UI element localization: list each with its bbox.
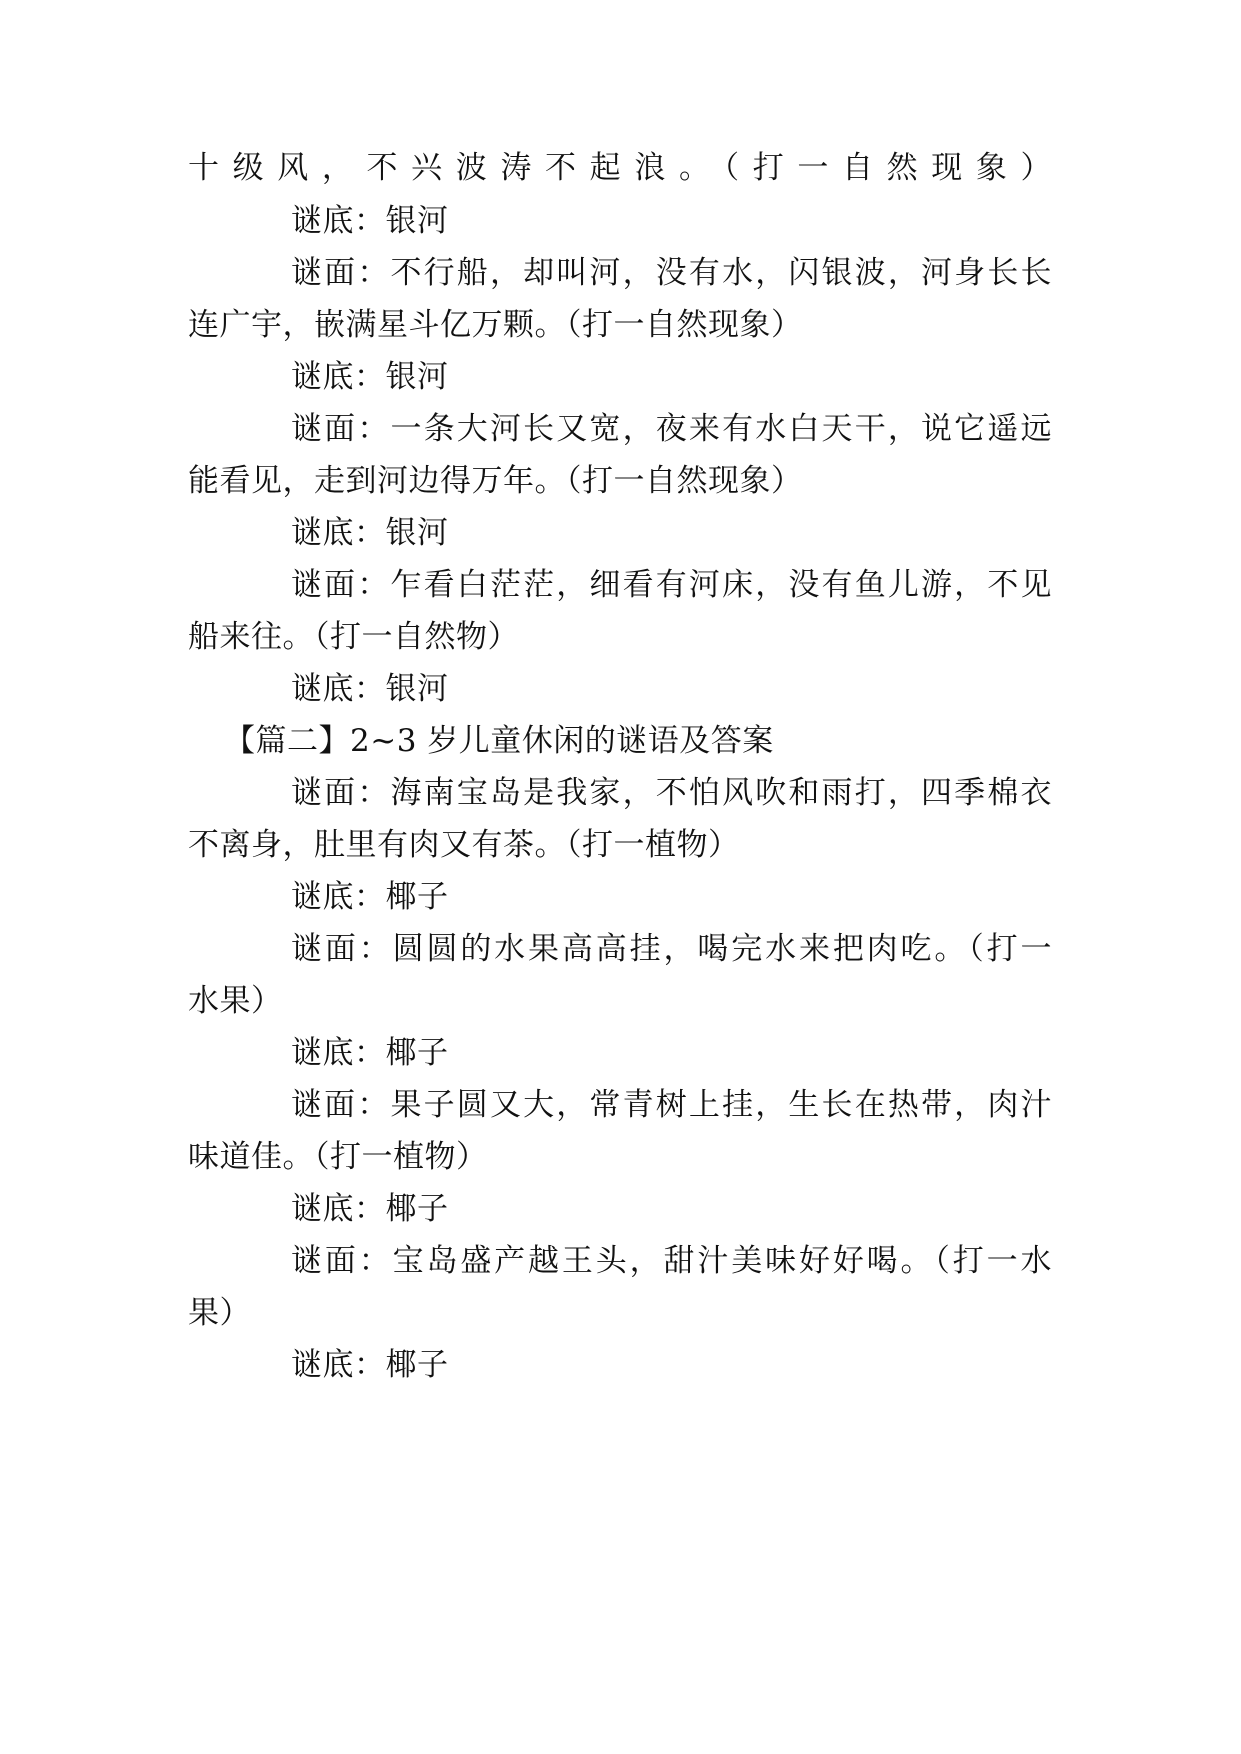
riddle-question-continuation: 味道佳。（打一植物） [188, 1139, 488, 1175]
riddle-answer: 谜底：椰子 [291, 879, 449, 915]
riddle-answer: 谜底：椰子 [291, 1191, 449, 1227]
riddle-question: 谜面：乍看白茫茫，细看有河床，没有鱼儿游，不见 [291, 567, 1052, 603]
riddle-question-continuation: 水果） [188, 983, 283, 1019]
riddle-question-continuation: 能看见，走到河边得万年。（打一自然现象） [188, 463, 803, 499]
riddle-answer: 谜底：银河 [291, 203, 449, 239]
riddle-answer: 谜底：椰子 [291, 1347, 449, 1383]
riddle-answer: 谜底：椰子 [291, 1035, 449, 1071]
riddle-text-line: 十级风，不兴波涛不起浪。（打一自然现象） [188, 150, 1052, 186]
riddle-answer: 谜底：银河 [291, 359, 449, 395]
section-heading: 【篇二】2~3 岁儿童休闲的谜语及答案 [224, 723, 774, 759]
riddle-answer: 谜底：银河 [291, 515, 449, 551]
riddle-question: 谜面：不行船，却叫河，没有水，闪银波，河身长长 [291, 255, 1052, 291]
riddle-question: 谜面：一条大河长又宽，夜来有水白天干，说它遥远 [291, 411, 1052, 447]
riddle-question: 谜面：果子圆又大，常青树上挂，生长在热带，肉汁 [291, 1087, 1052, 1123]
riddle-question: 谜面：圆圆的水果高高挂，喝完水来把肉吃。（打一 [291, 931, 1052, 967]
riddle-question: 谜面：宝岛盛产越王头，甜汁美味好好喝。（打一水 [291, 1243, 1052, 1279]
riddle-question-continuation: 连广宇，嵌满星斗亿万颗。（打一自然现象） [188, 307, 803, 343]
riddle-question-continuation: 不离身，肚里有肉又有茶。（打一植物） [188, 827, 740, 863]
riddle-question: 谜面：海南宝岛是我家，不怕风吹和雨打，四季棉衣 [291, 775, 1052, 811]
riddle-question-continuation: 果） [188, 1295, 251, 1331]
riddle-answer: 谜底：银河 [291, 671, 449, 707]
riddle-question-continuation: 船来往。（打一自然物） [188, 619, 519, 655]
